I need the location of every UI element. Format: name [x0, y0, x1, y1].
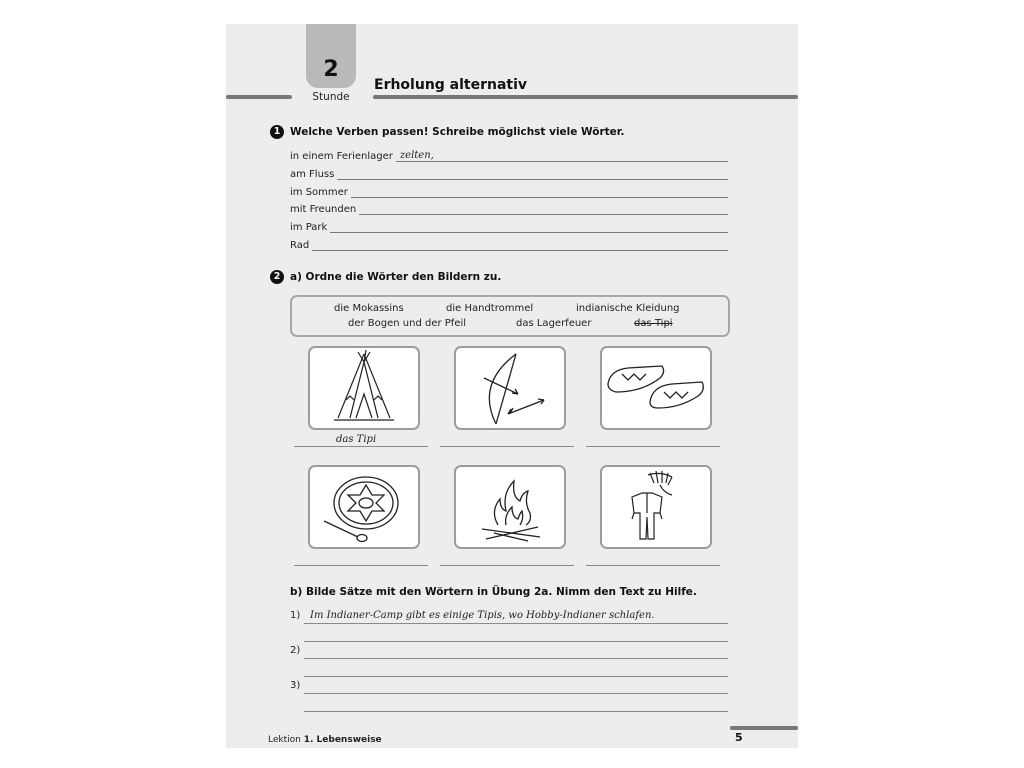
moccasins-icon	[602, 348, 710, 428]
task-1-row[interactable]	[290, 146, 728, 162]
sentence-number: 2)	[290, 645, 301, 656]
word-bank-item: der Bogen und der Pfeil	[348, 318, 467, 329]
row-label: mit Freunden	[290, 204, 357, 215]
answer-line[interactable]	[304, 675, 728, 677]
footer-lektion-prefix: Lektion	[268, 735, 301, 745]
footer-lektion-name: 1. Lebensweise	[303, 735, 382, 745]
picture-frame	[600, 346, 712, 430]
answer-line[interactable]	[304, 710, 728, 712]
task-1-number-badge: 1	[270, 125, 284, 139]
tipi-icon	[310, 348, 418, 428]
task-2-number-badge: 2	[270, 270, 284, 284]
task-1-instruction: Welche Verben passen! Schreibe möglichst viele Wörter.	[290, 126, 625, 138]
answer-line[interactable]	[304, 622, 728, 624]
page-title: Erholung alternativ	[374, 77, 528, 93]
word-bank-item: das Lagerfeuer	[516, 318, 592, 329]
footer-rule	[730, 726, 798, 730]
picture-answer-line[interactable]	[586, 564, 720, 566]
word-bank-item: die Mokassins	[334, 303, 404, 314]
picture-frame	[308, 346, 420, 430]
handwritten-answer: das Tipi	[336, 434, 377, 445]
answer-line[interactable]	[304, 640, 728, 642]
campfire-icon	[456, 467, 564, 547]
picture-answer-line[interactable]	[294, 445, 428, 447]
answer-line[interactable]	[337, 167, 728, 180]
answer-line[interactable]	[396, 149, 728, 162]
header-rule-left	[226, 95, 292, 99]
picture-frame	[600, 465, 712, 549]
header-rule-right	[373, 95, 798, 99]
answer-line[interactable]	[304, 692, 728, 694]
task-1-row[interactable]	[290, 199, 728, 215]
page-number: 5	[735, 731, 743, 744]
footer-lektion	[268, 735, 382, 745]
word-bank-item: die Handtrommel	[446, 303, 534, 314]
picture-frame	[454, 465, 566, 549]
picture-frame	[454, 346, 566, 430]
row-label: Rad	[290, 240, 310, 251]
task-1-row[interactable]	[290, 164, 728, 180]
row-label: im Sommer	[290, 187, 348, 198]
answer-line[interactable]	[351, 185, 728, 198]
picture-answer-line[interactable]	[586, 445, 720, 447]
sentence-item[interactable]	[290, 645, 728, 677]
native-clothing-icon	[602, 467, 710, 547]
task-1-row[interactable]	[290, 217, 728, 233]
answer-line[interactable]	[312, 238, 728, 251]
sentence-number: 3)	[290, 680, 301, 691]
word-bank-item: indianische Kleidung	[576, 303, 680, 314]
task-2a-instruction: a) Ordne die Wörter den Bildern zu.	[290, 271, 502, 283]
word-bank-item-used: das Tipi	[634, 318, 673, 329]
handwritten-sentence: Im Indianer-Camp gibt es einige Tipis, wo Hobby-Indianer schlafen.	[310, 610, 655, 621]
task-1-row[interactable]	[290, 182, 728, 198]
picture-answer-line[interactable]	[440, 564, 574, 566]
picture-answer-line[interactable]	[294, 564, 428, 566]
word-bank	[290, 295, 730, 337]
hand-drum-icon	[310, 467, 418, 547]
row-label: am Fluss	[290, 169, 335, 180]
picture-answer-line[interactable]	[440, 445, 574, 447]
workbook-page	[226, 24, 798, 748]
handwritten-answer: zelten,	[399, 150, 434, 161]
row-label: im Park	[290, 222, 328, 233]
answer-line[interactable]	[359, 202, 728, 215]
lesson-tab	[306, 24, 356, 88]
answer-line[interactable]	[304, 657, 728, 659]
row-label: in einem Ferienlager	[290, 151, 393, 162]
lesson-number: 2	[323, 57, 339, 82]
sentence-item[interactable]	[290, 610, 728, 642]
sentence-item[interactable]	[290, 680, 728, 712]
picture-frame	[308, 465, 420, 549]
task-1-row[interactable]	[290, 235, 728, 251]
sentence-number: 1)	[290, 610, 301, 621]
lesson-word: Stunde	[312, 91, 350, 103]
bow-and-arrow-icon	[456, 348, 564, 428]
task-2b-instruction: b) Bilde Sätze mit den Wörtern in Übung 2a. Nimm den Text zu Hilfe.	[290, 586, 697, 598]
answer-line[interactable]	[330, 220, 728, 233]
